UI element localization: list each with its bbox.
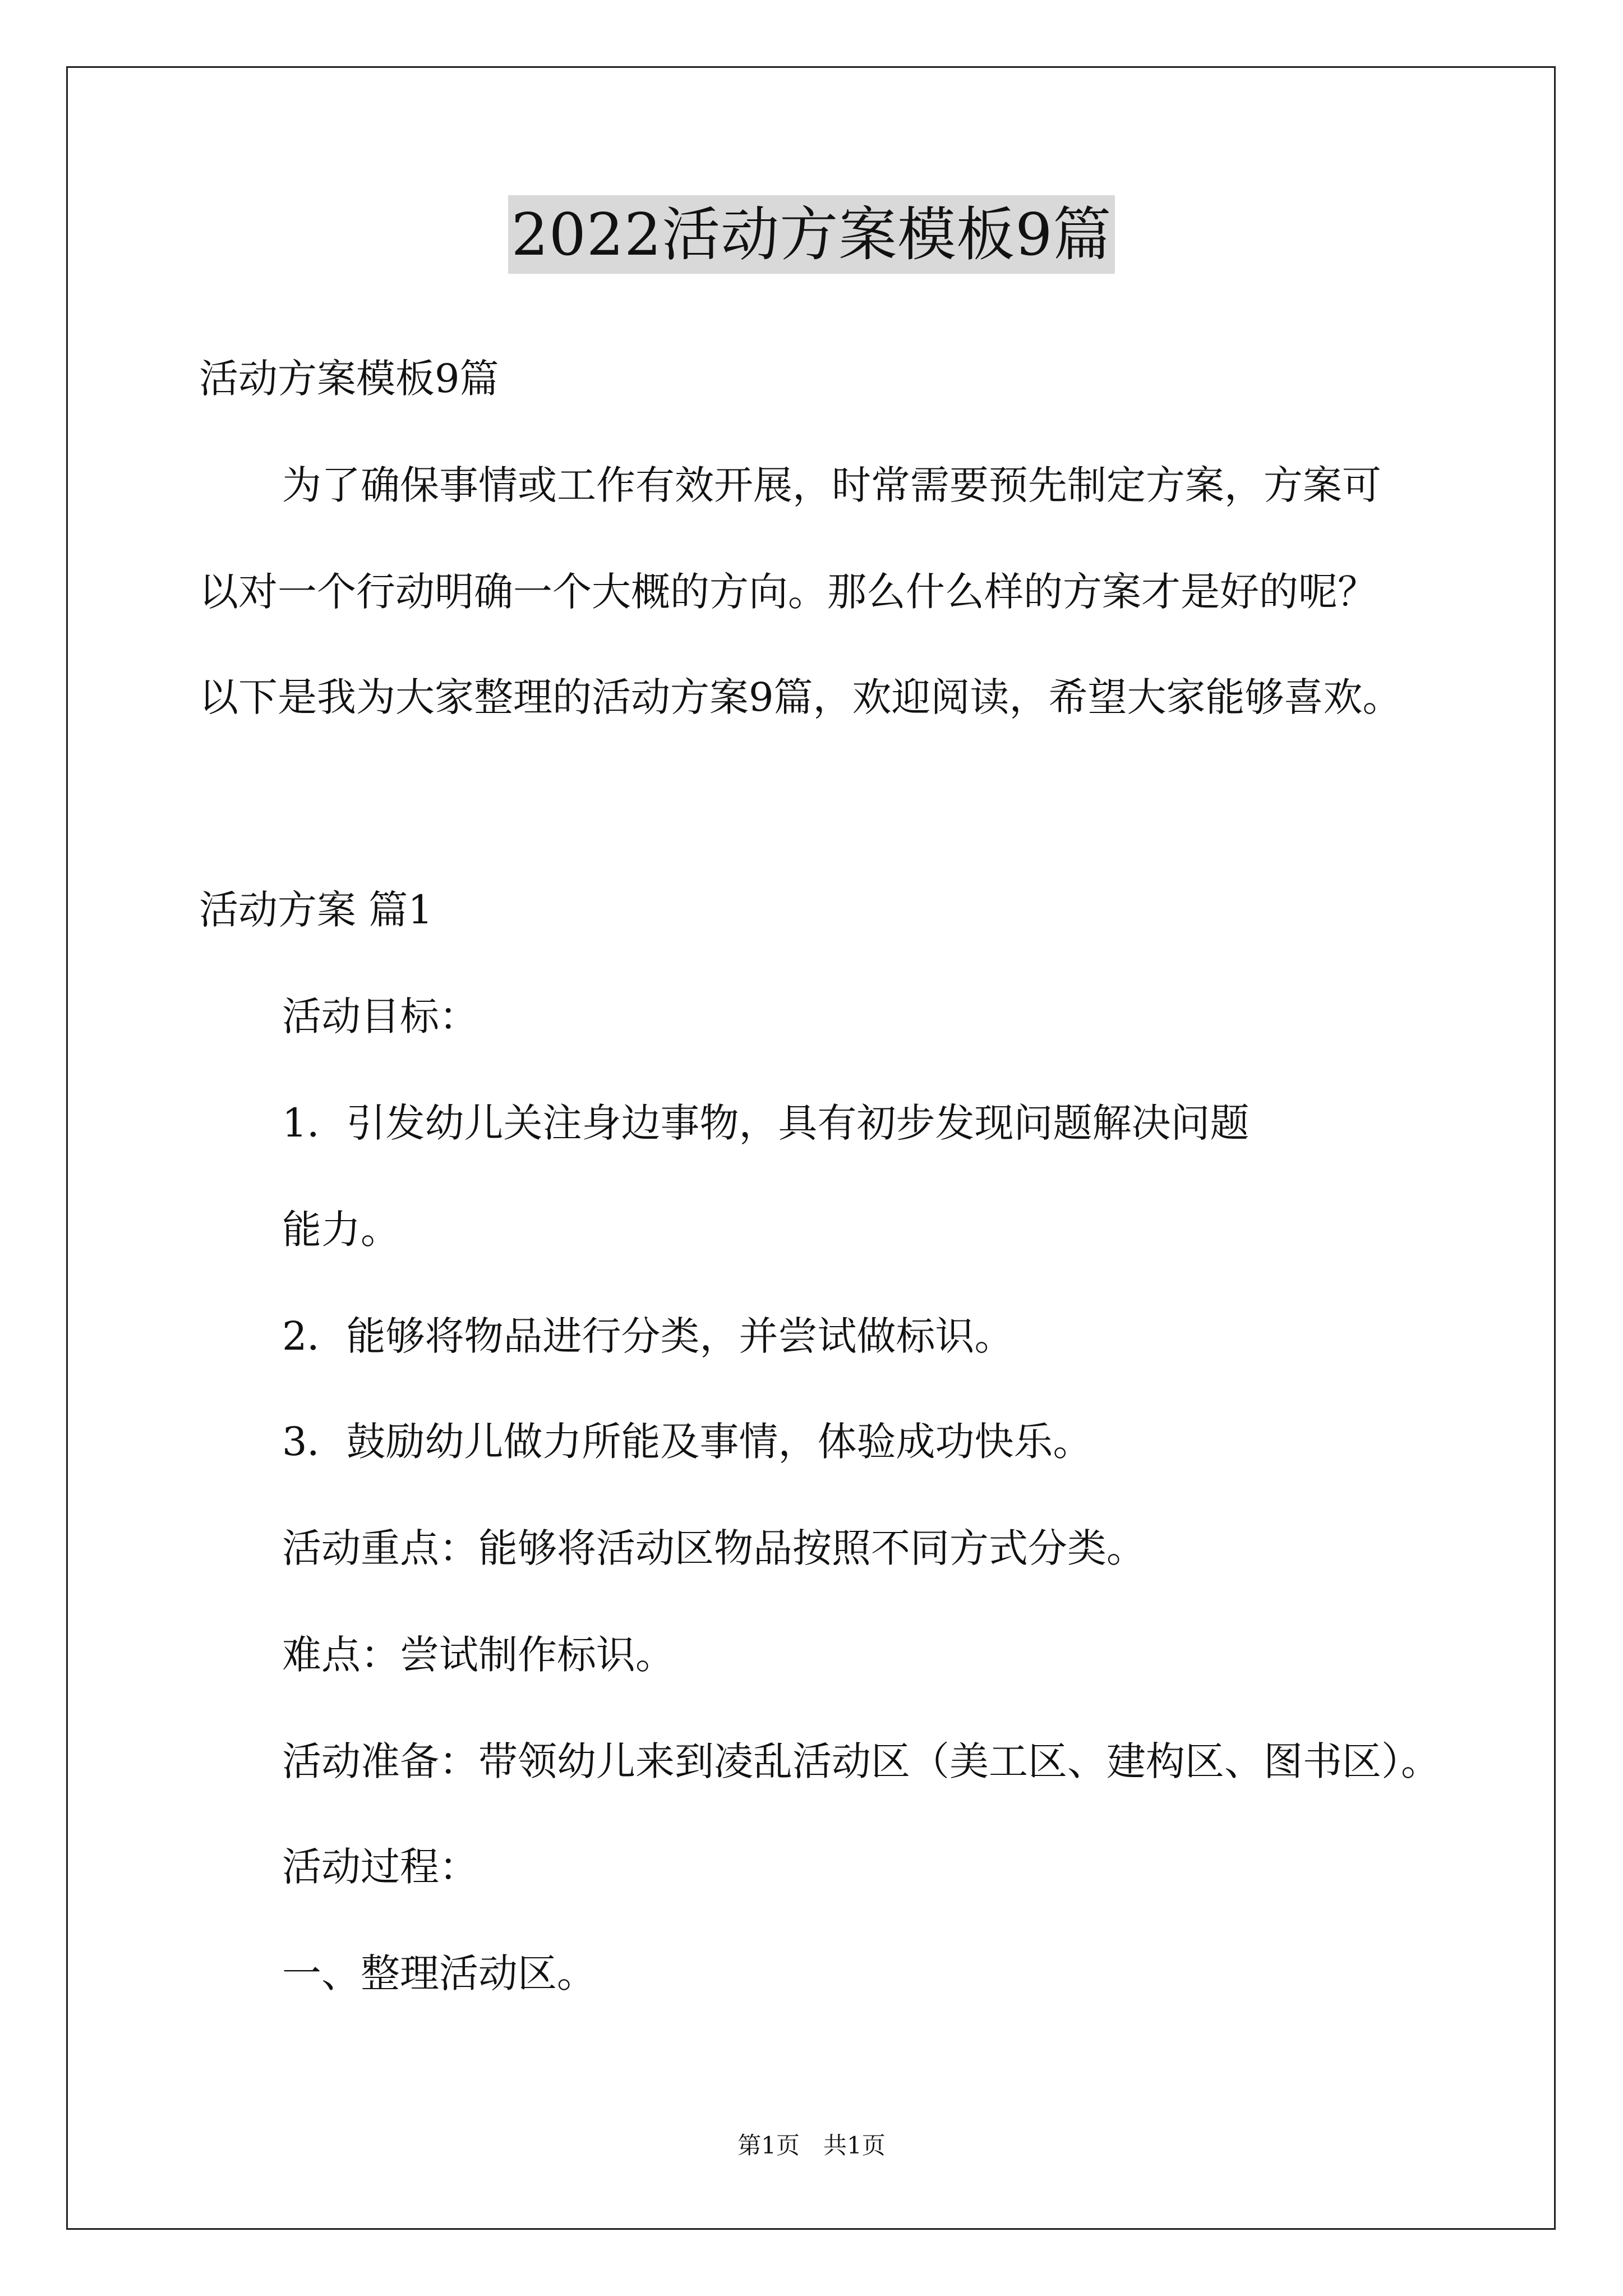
body-line-process: 活动过程： xyxy=(282,1844,478,1890)
intro-line-3: 以下是我为大家整理的活动方案9篇，欢迎阅读，希望大家能够喜欢。 xyxy=(199,674,1402,720)
section-heading: 活动方案 篇1 xyxy=(199,887,433,933)
body-line-preparation: 活动准备：带领幼儿来到凌乱活动区（美工区、建构区、图书区）。 xyxy=(282,1738,1440,1784)
body-line-focus: 活动重点：能够将活动区物品按照不同方式分类。 xyxy=(282,1525,1146,1571)
body-line-difficulty: 难点：尝试制作标识。 xyxy=(282,1632,675,1678)
title-container xyxy=(0,195,1623,274)
intro-line-1: 为了确保事情或工作有效开展，时常需要预先制定方案，方案可 xyxy=(282,462,1381,508)
body-line-goal-1-cont: 能力。 xyxy=(282,1207,400,1253)
body-line-goal-1: 1．引发幼儿关注身边事物，具有初步发现问题解决问题 xyxy=(282,1100,1249,1146)
body-line-step-1: 一、整理活动区。 xyxy=(282,1950,596,1996)
document-title: 2022活动方案模板9篇 xyxy=(508,195,1115,274)
page-footer: 第1页 共1页 xyxy=(737,2132,886,2159)
body-line-goals: 活动目标： xyxy=(282,993,478,1039)
intro-line-2: 以对一个行动明确一个大概的方向。那么什么样的方案才是好的呢？ xyxy=(199,569,1377,615)
body-line-goal-2: 2．能够将物品进行分类，并尝试做标识。 xyxy=(282,1313,1014,1359)
subtitle-line: 活动方案模板9篇 xyxy=(199,356,499,402)
body-line-goal-3: 3．鼓励幼儿做力所能及事情，体验成功快乐。 xyxy=(282,1419,1092,1465)
